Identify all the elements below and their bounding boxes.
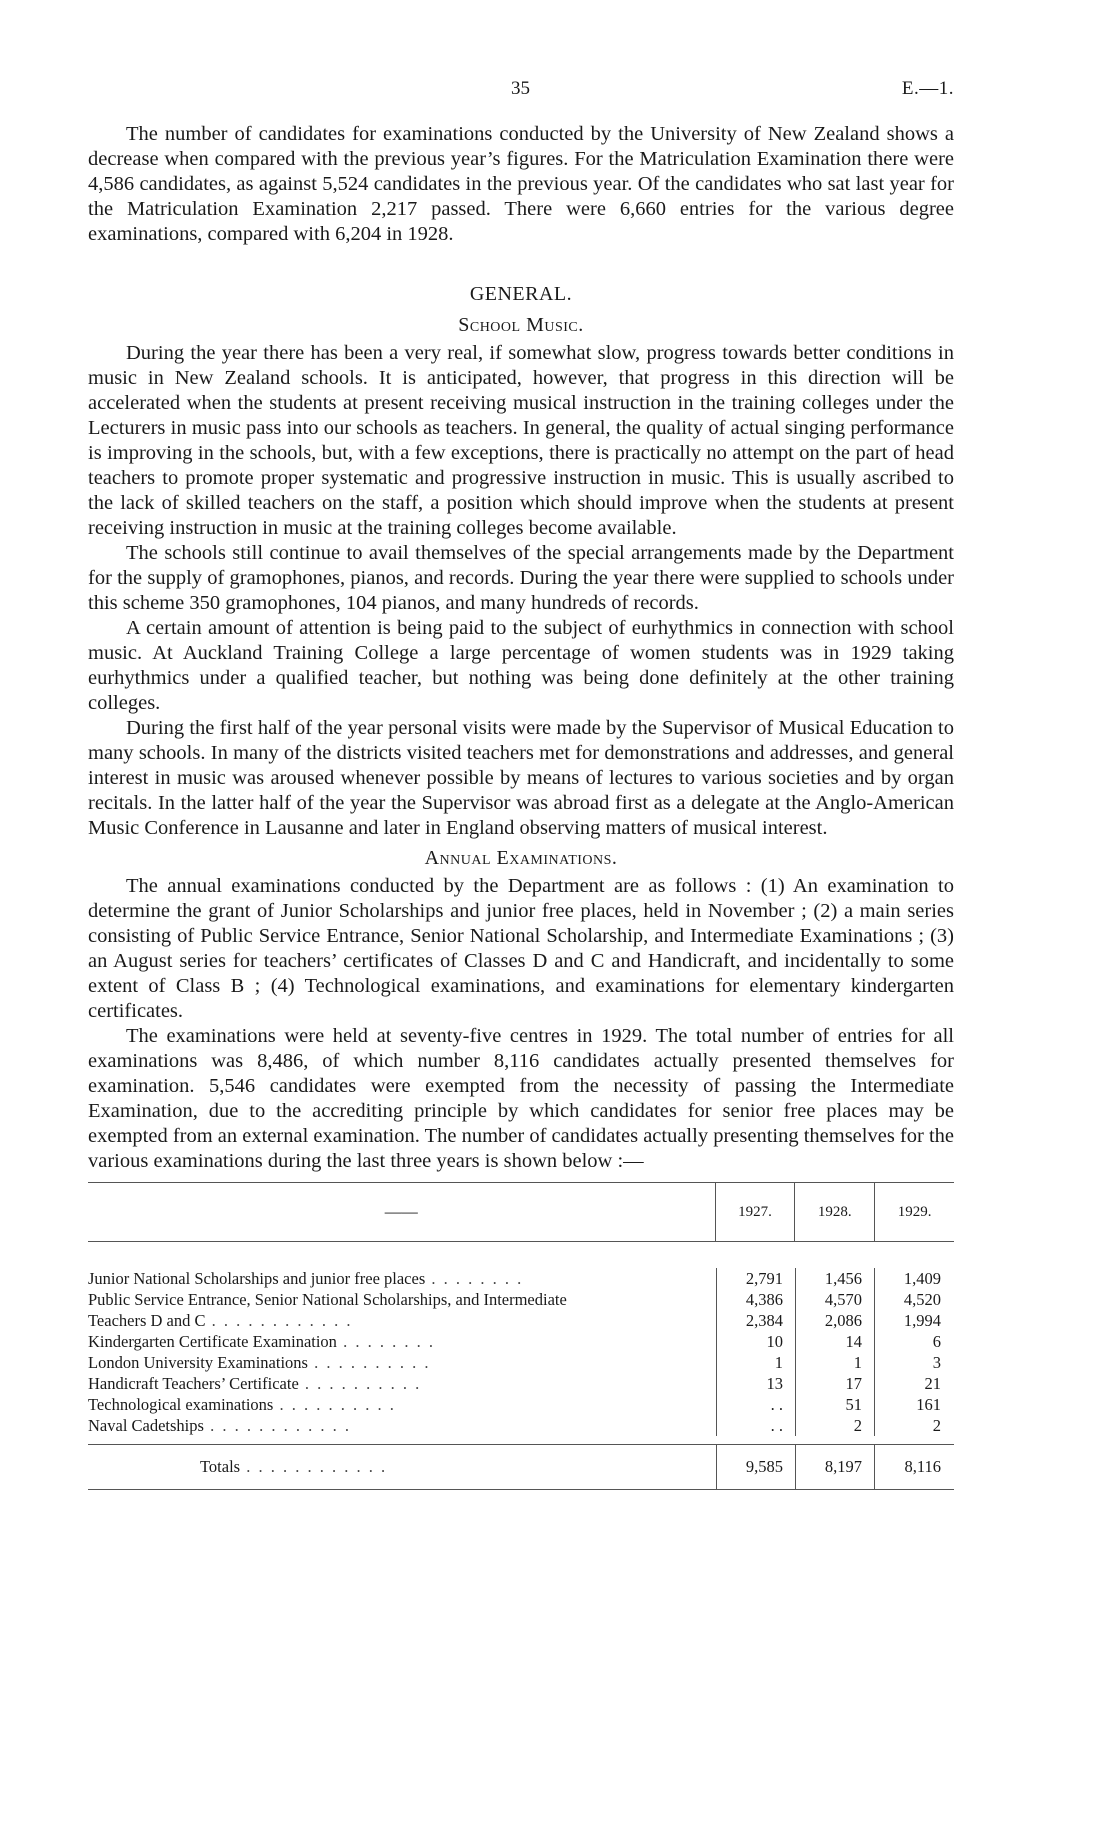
dot-leader: . . . . . . . . xyxy=(425,1269,524,1288)
cell-1928: 4,570 xyxy=(795,1289,874,1310)
dot-leader: . . . . . . . . . . . . xyxy=(203,1416,351,1435)
cell-1929: 1,994 xyxy=(874,1310,953,1331)
general-heading: GENERAL. xyxy=(469,283,573,305)
cell-1928: 2,086 xyxy=(795,1310,874,1331)
dot-leader: . . . . . . . . . . xyxy=(273,1395,396,1414)
cell-1927: . . xyxy=(716,1394,795,1415)
dot-leader: . . . . . . . . . . . . xyxy=(240,1457,388,1476)
cell-1927: 1 xyxy=(716,1352,795,1373)
table-row xyxy=(88,1415,954,1436)
school-music-paragraph-1: During the year there has been a very real, if somewhat slow, progress towards better conditions in music in New Zealand schools. It is anticipated, however, that progress in this direction will be accelerated when the students at present receiving musical instruction in the training colleges under the Lecturers in music pass into our schools as teachers. In general, the quality of actual singing performance is improving in the schools, but, with a few exceptions, there is practically no attempt on the part of head teachers to promote proper systematic and progressive instruction in music. This is usually ascribed to the lack of skilled teachers on the staff, a position which should improve when the students at present receiving instruction in music at the training colleges become available. xyxy=(88,342,954,539)
page-number: 35 xyxy=(511,78,530,99)
cell-1928: 1,456 xyxy=(795,1268,874,1289)
cell-1928: 1 xyxy=(795,1352,874,1373)
cell-1927: 2,384 xyxy=(716,1310,795,1331)
cell-1928: 2 xyxy=(795,1415,874,1436)
candidates-table xyxy=(88,1182,954,1490)
annual-exams-paragraph-1: The annual examinations conducted by the Department are as follows : (1) An examination to determine the grant of Junior Scholarships and junior free places, held in November ; (2) a main series consisting of Public Service Entrance, Senior National Scholarship, and Intermediate Examinations ; (3) an August series for teachers’ certificates of Classes D and C and Handicraft, and incidentally to some extent of Class B ; (4) Technological examinations, and examinations for elementary kindergarten certificates. xyxy=(88,875,954,1022)
cell-1929: 2 xyxy=(874,1415,953,1436)
table-row xyxy=(88,1268,954,1289)
table-row xyxy=(88,1394,954,1415)
row-label: Technological examinations xyxy=(88,1395,274,1414)
dot-leader: . . . . . . . . . . xyxy=(307,1353,431,1372)
school-music-heading: School Music. xyxy=(458,314,584,336)
cell-1928: 51 xyxy=(795,1394,874,1415)
table-row xyxy=(88,1331,954,1352)
year-header-1928: 1928. xyxy=(794,1183,874,1241)
cell-1929: 6 xyxy=(874,1331,953,1352)
row-label: London University Examinations xyxy=(88,1353,308,1372)
table-row xyxy=(88,1373,954,1394)
cell-1927: 10 xyxy=(716,1331,795,1352)
cell-1927: 2,791 xyxy=(716,1268,795,1289)
total-1928: 8,197 xyxy=(795,1445,874,1489)
school-music-paragraph-3: A certain amount of attention is being paid to the subject of eurhythmics in connection with school music. At Auckland Training College a large percentage of women students was in 1929 taking eurhythmics under a qualified teacher, but nothing was being done definitely at the other training colleges. xyxy=(88,617,954,714)
row-label: Naval Cadetships xyxy=(88,1416,204,1435)
total-1929: 8,116 xyxy=(874,1445,953,1489)
cell-1929: 3 xyxy=(874,1352,953,1373)
cell-1929: 1,409 xyxy=(874,1268,953,1289)
totals-row xyxy=(88,1444,954,1489)
document-page xyxy=(88,78,954,1490)
school-music-paragraph-2: The schools still continue to avail themselves of the special arrangements made by the Department for the supply of gramophones, pianos, and records. During the year there were supplied to schools under this scheme 350 gramophones, 104 pianos, and many hundreds of records. xyxy=(88,542,954,614)
cell-1929: 21 xyxy=(874,1373,953,1394)
table-body xyxy=(88,1242,954,1444)
table-row xyxy=(88,1352,954,1373)
annual-exams-paragraph-2: The examinations were held at seventy-five centres in 1929. The total number of entries for all examinations was 8,486, of which number 8,116 candidates actually presented themselves for examination. 5,546 candidates were exempted from the necessity of passing the Intermediate Examination, due to the accrediting principle by which candidates for senior free places may be exempted from an external examination. The number of candidates actually presenting themselves for the various examinations during the last three years is shown below :— xyxy=(88,1025,955,1172)
cell-1927: 13 xyxy=(716,1373,795,1394)
cell-1927: 4,386 xyxy=(716,1289,795,1310)
table-row xyxy=(88,1310,954,1331)
page-header xyxy=(88,78,954,110)
row-label: Public Service Entrance, Senior National Scholarships, and Intermediate xyxy=(88,1290,567,1309)
dot-leader: . . . . . . . . . . xyxy=(298,1374,422,1393)
dot-leader: . . . . . . . . . . . . xyxy=(205,1311,353,1330)
school-music-paragraph-4: During the first half of the year personal visits were made by the Supervisor of Musical Education to many schools. In many of the districts visited teachers met for demonstrations and addresses, and general interest in music was aroused whenever possible by means of lectures to various societies and by organ recitals. In the latter half of the year the Supervisor was abroad first as a delegate at the Anglo-American Music Conference in Lausanne and later in England observing matters of musical interest. xyxy=(88,717,954,839)
row-label: Teachers D and C xyxy=(88,1311,206,1330)
row-label: Handicraft Teachers’ Certificate xyxy=(88,1374,299,1393)
totals-label: Totals xyxy=(200,1457,241,1476)
row-label: Kindergarten Certificate Examination xyxy=(88,1332,337,1351)
table-row xyxy=(88,1289,954,1310)
total-1927: 9,585 xyxy=(716,1445,795,1489)
series-code: E.—1. xyxy=(901,78,954,99)
row-label: Junior National Scholarships and junior free places xyxy=(88,1269,426,1288)
cell-1928: 17 xyxy=(795,1373,874,1394)
cell-1928: 14 xyxy=(795,1331,874,1352)
cell-1929: 161 xyxy=(874,1394,953,1415)
year-header-1929: 1929. xyxy=(874,1183,954,1241)
cell-1927: . . xyxy=(716,1415,795,1436)
dot-leader: . . . . . . . . xyxy=(336,1332,435,1351)
year-header-1927: 1927. xyxy=(715,1183,795,1241)
intro-paragraph: The number of candidates for examinations conducted by the University of New Zealand shows a decrease when compared with the previous year’s figures. For the Matriculation Examination there were 4,586 candidates, as against 5,524 candidates in the previous year. Of the candidates who sat last year for the Matriculation Examination 2,217 passed. There were 6,660 entries for the various degree examinations, compared with 6,204 in 1928. xyxy=(88,123,954,245)
cell-1929: 4,520 xyxy=(874,1289,953,1310)
table-header-label: —— xyxy=(384,1202,418,1221)
table-header xyxy=(88,1183,954,1242)
annual-examinations-heading: Annual Examinations. xyxy=(424,847,618,869)
